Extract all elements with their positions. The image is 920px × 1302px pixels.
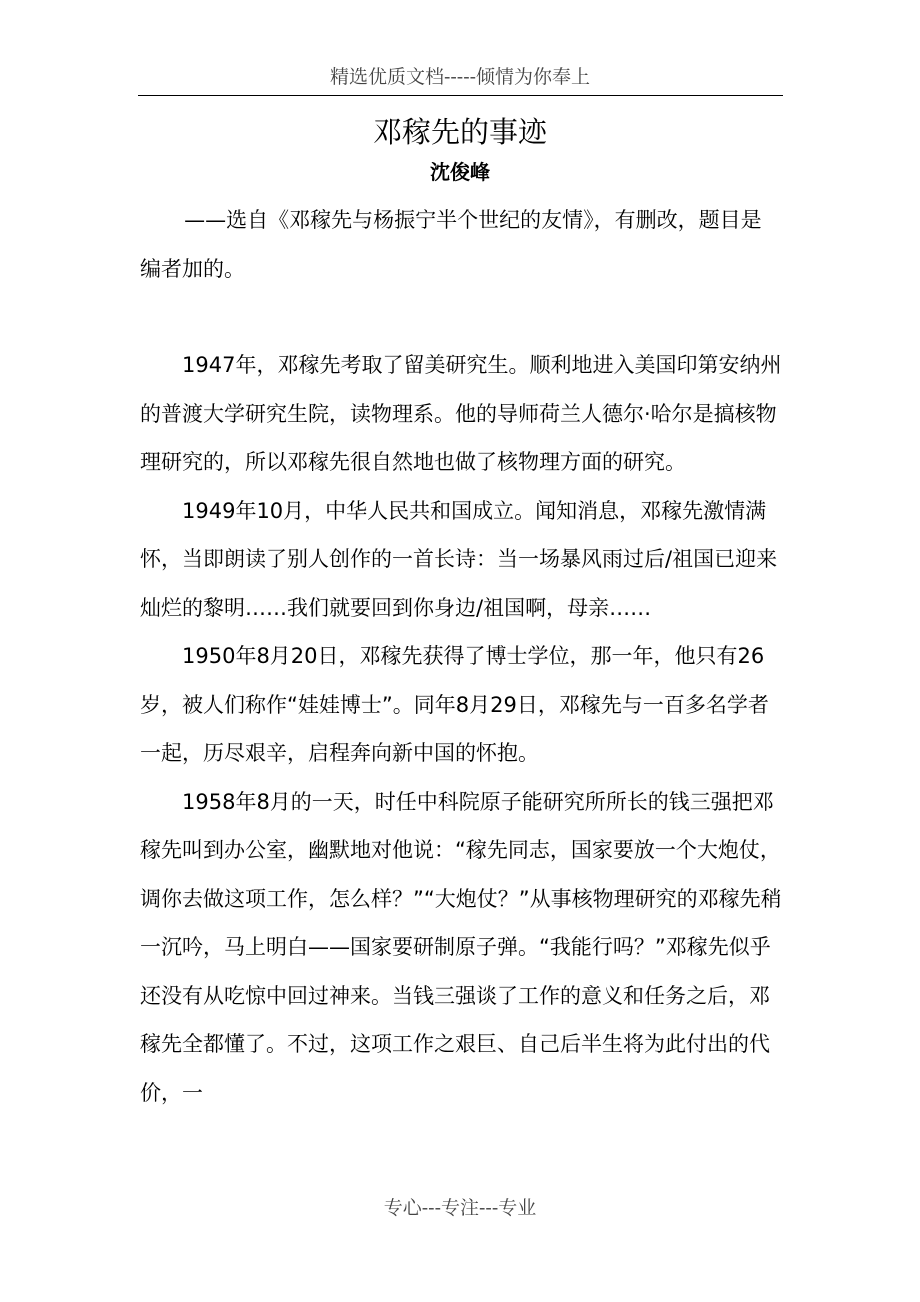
page-header: 精选优质文档-----倾情为你奉上 [329, 66, 591, 88]
document-body [140, 196, 782, 1117]
paragraph: 1958年8月的一天，时任中科院原子能研究所所长的钱三强把邓稼先叫到办公室，幽默地对他说：“稼先同志，国家要放一个大炮仗，调你去做这项工作，怎么样？”“大炮仗？”从事核物理研究的邓稼先稍一沉吟，马上明白——国家要研制原子弹。“我能行吗？”邓稼先似乎还没有从吃惊中回过神来。当钱三强谈了工作的意义和任务之后，邓稼先全都懂了。不过，这项工作之艰巨、自己后半生将为此付出的代价，一 [140, 789, 782, 1105]
header-divider [138, 95, 783, 96]
paragraph: 1949年10月，中华人民共和国成立。闻知消息，邓稼先激情满怀，当即朗读了别人创作的一首长诗：当一场暴风雨过后/祖国已迎来灿烂的黎明……我们就要回到你身边/祖国啊，母亲…… [140, 498, 778, 620]
paragraph: 1950年8月20日，邓稼先获得了博士学位，那一年，他只有26岁，被人们称作“娃娃博士”。同年8月29日，邓稼先与一百多名学者一起，历尽艰辛，启程奔向新中国的怀抱。 [140, 644, 769, 765]
source-note: ——选自《邓稼先与杨振宁半个世纪的友情》，有删改，题目是编者加的。 [140, 208, 762, 281]
paragraph-spacer [140, 293, 782, 341]
document-author: 沈俊峰 [430, 160, 490, 184]
document-title: 邓稼先的事迹 [372, 115, 547, 149]
page-footer: 专心---专注---专业 [383, 1197, 537, 1219]
paragraph: 1947年，邓稼先考取了留美研究生。顺利地进入美国印第安纳州的普渡大学研究生院，读物理系。他的导师荷兰人德尔·哈尔是搞核物理研究的，所以邓稼先很自然地也做了核物理方面的研究。 [140, 353, 782, 474]
